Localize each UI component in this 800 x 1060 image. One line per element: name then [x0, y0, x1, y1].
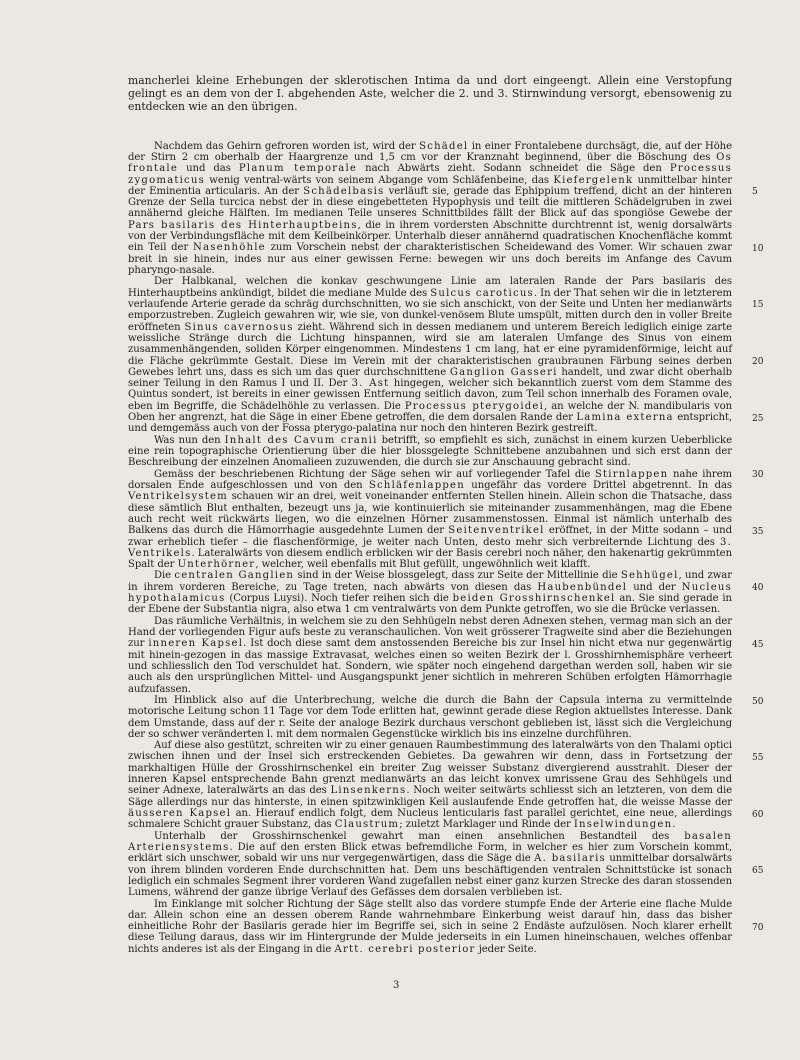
spaced-term: Inselwindungen	[573, 819, 673, 831]
text-run: entspricht, und demgemäss auch von der Fossa pterygo-palatina nur noch den hinteren Bezirk gestreift.	[128, 412, 732, 435]
text-run: schauen wir an drei, weit voneinander entfernten Stellen hinein. Allein schon die Thatsache, dass diese sämtlich Blut enthalten, bezeugt uns ja, wie kontinuierlich sie miteinander zusammenhängen, mag die Ebene auch recht weit rückwärts liegen, wo die einzelnen Hörner zusammenstossen. Einmal ist nämlich unterhalb des Balkens das durch die Hämorrhagie ausgedehnte Lumen der	[128, 491, 732, 537]
spaced-term: Lamina externa	[576, 412, 674, 424]
spaced-term: Sulcus caroticus	[430, 287, 534, 299]
line-number: 20	[752, 357, 764, 368]
body-text	[128, 141, 732, 956]
text-run: unmittelbar dorsalwärts von ihrem blinden vorderen Ende durchschnitten hat. Dem uns beschäftigenden ventralen Schnittstücke ist sonach lediglich ein schmales Segment ihrer vorderen Wand zugefallen nebst einer ganz kurzen Strecke des daran stossenden Lumens, während der ganze übrige Verlauf des Gefässes dem dorsalen verblieben ist.	[128, 853, 732, 899]
spaced-term: Processus pterygoidei	[404, 400, 545, 412]
spaced-term: basalen Arteriensystems	[128, 830, 732, 853]
body-paragraph	[128, 899, 732, 956]
text-run: Die	[154, 570, 175, 582]
text-run: sind in der Weise blossgelegt, dass zur Seite der Mittellinie die	[294, 570, 621, 582]
spaced-term: Planum temporale	[238, 163, 358, 175]
spaced-term: A. basilaris	[534, 853, 606, 865]
spaced-term: Claustrum	[334, 819, 400, 831]
body-paragraph	[128, 616, 732, 695]
spaced-term: centralen Ganglien	[174, 570, 295, 582]
spaced-term: Ventrikelsystem	[128, 491, 228, 503]
text-run: Im Einklange mit solcher Richtung der Säge stellt also das vordere stumpfe Ende der Arterie eine flache Mulde dar. Allein schon eine an dessen oberem Rande wahrnehmbare Einkerbung weist darauf hin, dass das bisher einheitliche Rohr der Basilaris gerade hier im Begriffe sei, sich in seine 2 Endäste aufzulösen. Noch klarer erhellt diese Teilung daraus, dass wir im Hintergrunde der Mulde jederseits in ein Lumen hineinschauen, welches offenbar nichts anderes ist als der Eingang in die	[128, 898, 732, 955]
line-number: 15	[752, 300, 764, 311]
text-run: Gemäss der beschriebenen Richtung der Säge sehen wir auf vorliegender Tafel die	[154, 468, 595, 480]
text-run: , an welche der N. mandibularis von Oben her angrenzt, hat die Säge in einer Ebene getroffen, die dem dorsalen Rande der	[128, 400, 733, 424]
body-paragraph	[128, 695, 732, 740]
text-run: .	[672, 819, 676, 831]
spaced-term: Linsenkerns	[330, 785, 407, 797]
spaced-term: Schädel	[419, 140, 469, 152]
text-run: , welcher, weil ebenfalls mit Blut gefüllt, ungewöhnlich weit klafft.	[255, 559, 591, 571]
spaced-term: Artt. cerebri posterior	[334, 943, 476, 955]
text-run: nach Abwärts zieht. Sodann schneidet die Säge den	[357, 163, 670, 175]
spaced-term: Processus zygomaticus	[128, 163, 732, 186]
text-run: zieht. Während sich in dessen medianem und unterem Bereich lediglich einige zarte weissliche Stränge durch die Lichtung hinspannen, wird sie am lateralen Umfange des Sinus von einem zusammenhängenden, soliden Körper eingenommen. Mindestens 1 cm lang, hat er eine pyramidenförmige, leicht auf die Fläche gekrümmte Gestalt. Diese im Verein mit der charakteristischen graubraunen Färbung seines derben Gewebes lehrt uns, dass es sich um das quer durchschnittene	[128, 321, 732, 378]
spaced-term: Kiefergelenk	[553, 174, 634, 186]
line-number: 35	[752, 526, 764, 537]
text-run: Nachdem das Gehirn gefroren worden ist, wird der	[154, 140, 420, 152]
text-run: . Ist doch diese samt dem anstossenden Bereiche bis zur Insel hin nicht etwa nur gegenwärtig mit hinein-gezogen in das massige Extravasat, welches einen so weiten Bezirk der l. Grosshirnhemisphäre verheert und schliesslich den Tod verschuldet hat. Sondern, wie später noch eingehend dargethan werden soll, haben wir sie auch als den ursprünglichen Mittel- und Ausgangspunkt jener sichtlich in mehreren Schüben erfolgten Hämorrhagie aufzufassen.	[128, 638, 732, 695]
spaced-term: Schläfenlappen	[368, 479, 465, 491]
line-number: 45	[752, 640, 764, 651]
spaced-term: Nasenhöhle	[193, 242, 266, 254]
line-number: 50	[752, 696, 764, 707]
text-run: . Die auf den ersten Blick etwas befremdliche Form, in welcher es hier zum Vorschein kommt, erklärt sich unschwer, sobald wir uns nur vergegenwärtigen, dass die Säge die	[128, 841, 732, 865]
lead-paragraph: mancherlei kleine Erhebungen der sklerotischen Intima da und dort eingeengt. Allein eine Verstopfung gelingt es an dem von der I. abgehenden Aste, welcher die 2. und 3. Stirnwindung versorgt, ebensowenig zu entdecken wie an den übrigen.	[128, 74, 732, 114]
body-paragraph	[128, 141, 732, 277]
line-number: 60	[752, 809, 764, 820]
text-run: (Corpus Luysi). Noch tiefer reihen sich die	[225, 593, 453, 605]
text-run: Was nun den	[154, 434, 225, 446]
text-run: und das	[178, 163, 239, 175]
line-number: 70	[752, 923, 764, 934]
spaced-term: Haubenbündel	[537, 581, 628, 593]
line-number: 65	[752, 866, 764, 877]
text-run: nahe ihrem dorsalen Ende aufgeschlossen und von den	[128, 468, 732, 491]
spaced-term: Sinus cavernosus	[184, 321, 294, 333]
body-paragraph	[128, 276, 732, 434]
spaced-term: Ganglion Gasseri	[449, 366, 558, 378]
text-run: ; zuletzt Marklager und Rinde der	[399, 819, 574, 831]
text-run: . Lateralwärts von diesem endlich erblicken wir der Basis cerebri noch näher, den hakenartig gekrümmten Spalt der	[128, 547, 732, 571]
text-run: hingegen, welcher sich bekanntlich zuerst vom dem Stamme des Quintus sondert, ist bereits in einer gewissen Entfernung seitlich davon, zum Teil schon innerhalb des Foramen ovale, eben im Begriffe, die Schädelhöhle zu verlassen. Die	[128, 378, 732, 412]
text-run: zum Vorschein nebst der charakteristischen Scheidewand des Vomer. Wir schauen zwar breit in sie hinein, indes nur aus einer gewissen Ferne: bewegen wir uns doch bereits im Anfange des Cavum pharyngo-nasale.	[128, 242, 732, 277]
spaced-term: äusseren Kapsel	[128, 808, 232, 820]
body-paragraph	[128, 570, 732, 615]
text-run: . In der That sehen wir die in letzterem verlaufende Arterie gerade da schräg durchschnitten, wo sie sich anschickt, von der Seite und Unten her medianwärts emporzustreben. Zugleich gewahren wir, wie sie, von dunkel-venösem Blute umspült, mitten durch den in voller Breite eröffneten	[128, 287, 733, 333]
text-run: wenig ventral-wärts von seinem Abgange vom Schläfenbeine, das	[204, 174, 554, 186]
text-run: . Noch weiter seitwärts schliesst sich an letzteren, von dem die Säge allerdings nur das hinterste, in einen spitzwinkligen Keil auslaufende Ende getroffen hat, die weisse Masse der	[128, 785, 732, 808]
spaced-term: Seitenventrikel	[448, 525, 545, 537]
line-number: 55	[752, 753, 764, 764]
spaced-term: beiden Grosshirnschenkel	[452, 593, 616, 605]
line-number: 30	[752, 470, 764, 481]
text-run: Im Hinblick also auf die Unterbrechung, welche die durch die Bahn der Capsula interna zu vermittelnde motorische Leitung schon 11 Tage vor dem Tode erlitten hat, gewinnt gerade diese Region aktuellstes Interesse. Dank dem Umstande, dass auf der r. Seite der analoge Bezirk durchaus verschont geblieben ist, lässt sich die Vergleichung der so schwer veränderten l. mit dem normalen Gegenstücke wirklich bis ins einzelne durchführen.	[128, 694, 732, 740]
spaced-term: 3. Ventrikels	[128, 536, 732, 559]
spaced-term: Inhalt des Cavum cranii	[224, 434, 378, 446]
body-paragraph	[128, 831, 732, 899]
spaced-term: Pars basilaris des Hinterhauptbeins	[128, 219, 358, 231]
spaced-term: inneren Kapsel	[148, 638, 244, 650]
text-run: in einer Frontalebene durchsägt, die, auf der Höhe der Stirn 2 cm oberhalb der Haargrenze und 1,5 cm vor der Kranznaht beginnend, über die Böschung des	[128, 140, 732, 163]
body-paragraph	[128, 435, 732, 469]
text-run: Das räumliche Verhältnis, in welchem sie zu den Sehhügeln nebst deren Adnexen stehen, vermag man sich an der Hand der vorliegenden Figur aufs beste zu veranschaulichen. Von weit grösserer Tragweite sind aber die Beziehungen zur	[128, 615, 732, 650]
text-run: an. Sie sind gerade in der Ebene der Substantia nigra, also etwa 1 cm ventralwärts von dem Punkte getroffen, wo sie die Brücke verlassen.	[128, 593, 732, 616]
line-number: 40	[752, 583, 764, 594]
spaced-term: Sehhügel	[620, 570, 679, 582]
body-paragraph	[128, 469, 732, 571]
text-run: verläuft sie, gerade das Ephippium treffend, dicht an der hinteren Grenze der Sella turcica nebst der in diese eingebetteten Hypophysis und teilt die mittleren Schädelgruben in zwei annähernd gleiche Hälften. Im medianen Teile unseres Schnittbildes fällt der Blick auf das spongiöse Gewebe der	[128, 185, 732, 220]
text-run: unmittelbar hinter der Eminentia articularis. An der	[128, 174, 733, 197]
page-number: 3	[393, 980, 400, 991]
text-run: und der	[627, 581, 682, 593]
line-number: 10	[752, 243, 764, 254]
text-run: , die in ihrem vordersten Abschnitte durchtrennt ist, wenig dorsalwärts von der Verbindungsfläche mit dem Keilbeinkörper. Unterhalb dieser annähernd quadratischen Knochenfläche kommt ein Teil der	[128, 219, 732, 254]
spaced-term: Schädelbasis	[303, 185, 385, 197]
spaced-term: 3. Ast	[351, 378, 390, 390]
spaced-term: Nucleus hypothalamicus	[128, 581, 732, 605]
text-run: handelt, und zwar dicht oberhalb seiner Teilung in den Ramus I und II. Der	[128, 366, 732, 390]
text-run: , und zwar in ihrem vorderen Bereiche, zu Tage treten, nach abwärts von diesen das	[128, 570, 732, 593]
text-run: jeder Seite.	[475, 943, 537, 955]
line-number: 25	[752, 413, 764, 424]
text-run: Auf diese also gestützt, schreiten wir zu einer genauen Raumbestimmung des lateralwärts von den Thalami optici zwischen ihnen und der Insel sich erstreckenden Gebietes. Da gewahren wir denn, dass in Fortsetzung der markhaltigen Hülle der Grosshirnschenkel ein breiter Zug weisser Substanz divergierend ausstrahlt. Dieser der inneren Kapsel entsprechende Bahn grenzt medianwärts an das leicht konvex umrissene Grau des Sehhügels und seiner Adnexe, lateralwärts an das des	[128, 740, 732, 797]
line-number: 5	[752, 187, 758, 198]
text-run: an. Hierauf endlich folgt, dem Nucleus lenticularis fast parallel gerichtet, eine neue, allerdings schmalere Schicht grauer Substanz, das	[128, 808, 732, 831]
body-paragraph	[128, 740, 732, 831]
text-run: betrifft, so empfiehlt es sich, zunächst in einem kurzen Ueberblicke eine rein topographische Orientierung über die hier blossgelegte Schnittebene anzubahnen und sich erst dann der Beschreibung der einzelnen Anomalieen zuzuwenden, die durch sie zur Anschauung gebracht sind.	[128, 434, 732, 469]
spaced-term: Os frontale	[128, 151, 732, 175]
text-run: Der Halbkanal, welchen die konkav geschwungene Linie am lateralen Rande der Pars basilaris des Hinterhauptbeins ankündigt, bildet die mediane Mulde des	[128, 276, 732, 299]
spaced-term: Stirnlappen	[594, 468, 669, 480]
spaced-term: Unterhörner	[177, 559, 256, 571]
text-run: ungefähr das vordere Drittel abgetrennt. In das	[464, 479, 732, 491]
text-run: Unterhalb der Grosshirnschenkel gewahrt man einen ansehnlichen Bestandteil des	[154, 830, 685, 842]
text-run: eröffnet, in der Mitte sodann – und zwar erheblich tiefer – die flaschenförmige, je weiter nach Unten, desto mehr sich verbreiternde Lichtung des	[128, 525, 732, 548]
